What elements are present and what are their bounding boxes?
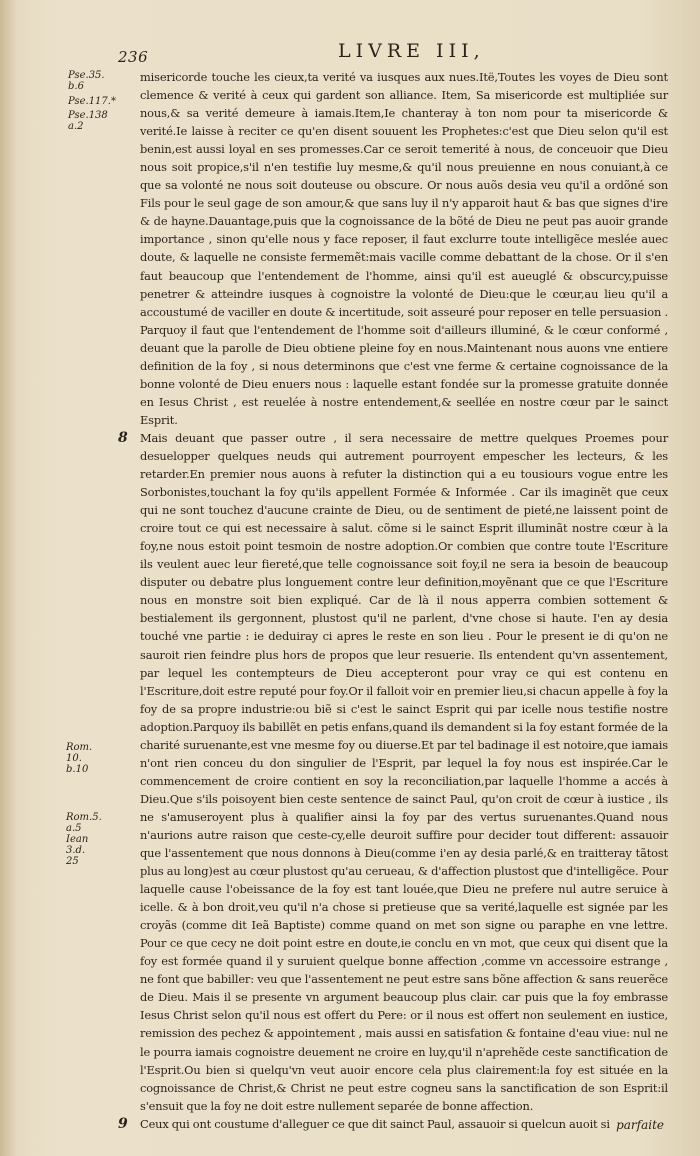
paragraph-text: Ceux qui ont coustume d'alleguer ce que dit sainct Paul, assauoir si quelcun auoit si xyxy=(140,1116,610,1131)
page-number: 236 xyxy=(118,48,149,66)
paragraph-text: misericorde touche les cieux,ta verité va iusques aux nues.Itë,Toutes les voyes de Dieu sont clemence & verité à ceux qui gardent son alliance. Item, Sa misericorde est multipliée sur nous,& sa verité demeure à iamais.Item,Ie chanteray à ton nom pour ta misericorde & verité.Ie laisse à reciter ce qu'en disent souuent les Prophetes:c'est que Dieu selon qu'il est benin,est aussi loyal en ses promesses.Car ce seroit temerité à nous, de conceuoir que Dieu nous soit propice,s'il n'en testifie luy mesme,& qu'il nous preuienne en nous conuiant,à ce que sa volonté ne nous soit douteuse ou obscure. Or nous auõs desia veu qu'il a ordõné son Fils pour le seul gage de son amour,& que sans luy il n'y apparoit haut & bas que signes d'ire & de hayne.Dauantage,puis que la cognoissance de la bõté de Dieu ne peut pas auoir grande importance , sinon qu'elle nous y face reposer, il faut exclurre toute intelligẽce meslée auec doute, & laquelle ne consiste fermemẽt:mais vacille comme debattant de la chose. Or il s'en faut beaucoup que l'entendement de l'homme, ainsi qu'il est aueuglé & obscurcy,puisse penetrer & atteindre iusques à cognoistre la volonté de Dieu:que le cœur,au lieu qu'il a accoustumé de vaciller en doute & incertitude, soit asseuré pour reposer en telle persuasion . Parquoy il faut que l'entendement de l'homme soit d'ailleurs illuminé, & le cœur conformé , deuant que la parolle de Dieu obtiene pleine foy en nous.Maintenant nous auons vne entiere definition de la foy , si nous determinons que c'est vne ferme & certaine cognoissance de la bonne volonté de Dieu enuers nous : laquelle estant fondée sur la promesse gratuite donnée en Iesus Christ , est reuelée à nostre entendement,& seellée en nostre cœur par le sainct Esprit. xyxy=(140,70,668,427)
paragraph-text: Mais deuant que passer outre , il sera necessaire de mettre quelques Proemes pour desuelopper quelques neuds qui autrement pourroyent empescher les lecteurs, & les retarder.En premier nous auons à refuter la distinction qui a eu tousiours vogue entre les Sorbonistes,touchant la foy qu'ils appellent Formée & Informée . Car ils imaginẽt que ceux qui ne sont touchez d'aucune crainte de Dieu, ou de sentiment de pieté,ne laissent point de croire tout ce qui est necessaire à salut. cõme si le sainct Esprit illuminãt nostre cœur à la foy,ne nous estoit point tesmoin de nostre adoption.Or combien que contre toute l'Escriture ils veulent auec leur fiereté,que telle cognoissance soit foy,il ne sera ia besoin de beaucoup disputer ou debatre plus longuement contre leur definition,moyẽnant que ce que l'Escriture nous en monstre soit bien expliqué. Car de là il nous apperra combien sottement & bestialement ils gergonnent, plustost qu'il ne parlent, d'vne chose si haute. I'en ay desia touché vne partie : ie deduiray ci apres le reste en son lieu . Pour le present ie di qu'on ne sauroit rien feindre plus hors de propos que leur resuerie. Ils entendent qu'vn assentement, par lequel les contempteurs de Dieu accepteront pour vray ce qui est contenu en l'Escriture,doit estre reputé pour foy.Or il falloit voir en premier lieu,si chacun appelle à foy la foy de sa propre industrie:ou biẽ si c'est le sainct Esprit qui par icelle nous testifie nostre adoption.Parquoy ils babillẽt en petis enfans,quand ils demandent si la foy estant formée de la charité suruenante,est vne mesme foy ou diuerse.Et par tel badinage il est notoire,que iamais n'ont rien conceu du don singulier de l'Esprit, par lequel la foy nous est inspirée.Car le commencement de croire contient en soy la reconciliation,par laquelle l'homme a accés à Dieu.Que s'ils poisoyent bien ceste sentence de sainct Paul, qu'on croit de cœur à iustice , ils ne s'amuseroyent plus à qualifier ainsi la foy par des vertus suruenantes.Quand nous n'aurions autre raison que ceste-cy,elle deuroit suffire pour decider tout different: assauoir que l'assentement que nous donnons à Dieu(comme i'en ay desia parlé,& en traitteray tãtost plus au long)est au cœur plustost qu'au cerueau, & d'affection plustost que d'intelligẽce. Pour laquelle cause l'obeissance de la foy est tant louée,que Dieu ne prefere nul autre seruice à icelle. & à bon droit,veu qu'il n'a chose si pretieuse que sa verité,laquelle est signée par les croyãs (comme dit Ieã Baptiste) comme quand on met son signe ou paraphe en vne lettre. Pour ce que cecy ne doit point estre en doute,ie conclu en vn mot, que ceux qui disent que la foy est formée quand il y suruient quelque bonne affection ,comme vn accessoire estrange , ne font que babiller: veu que l'assentement ne peut estre sans bõne affection & sans reuerẽce de Dieu. Mais il se presente vn argument beaucoup plus clair. car puis que la foy embrasse Iesus Christ selon qu'il nous est offert du Pere: or il nous est offert non seulement en iustice, remission des pechez & appointement , mais aussi en satisfation & fontaine d'eau viue: nul ne le pourra iamais cognoistre deuement ne croire en luy,qu'il n'aprehẽde ceste sanctification de l'Esprit.Ou bien si quelqu'vn veut auoir encore cela plus clairement:la foy est située en la cognoissance de Christ,& Christ ne peut estre cogneu sans la sanctification de son Esprit:il s'ensuit que la foy ne doit estre nullement separée de bonne affection. xyxy=(140,430,668,1113)
body-text xyxy=(118,68,668,1133)
paragraph-number: 9 xyxy=(118,1115,128,1132)
catchword: parfaite xyxy=(616,1118,664,1132)
margin-note: Pse.35. b.6 xyxy=(68,70,105,92)
margin-note: Pse.117.* xyxy=(68,96,116,107)
margin-note: Rom.5. a.5 Iean 3.d. 25 xyxy=(66,812,102,867)
paragraph xyxy=(118,429,668,1115)
paragraph xyxy=(140,68,668,429)
margin-note: Rom. 10. b.10 xyxy=(66,742,93,775)
paragraph xyxy=(118,1115,668,1133)
running-title: LIVRE III, xyxy=(338,40,485,62)
margin-note: Pse.138 a.2 xyxy=(68,110,108,132)
page-header xyxy=(118,40,678,68)
paragraph-number: 8 xyxy=(118,429,128,446)
